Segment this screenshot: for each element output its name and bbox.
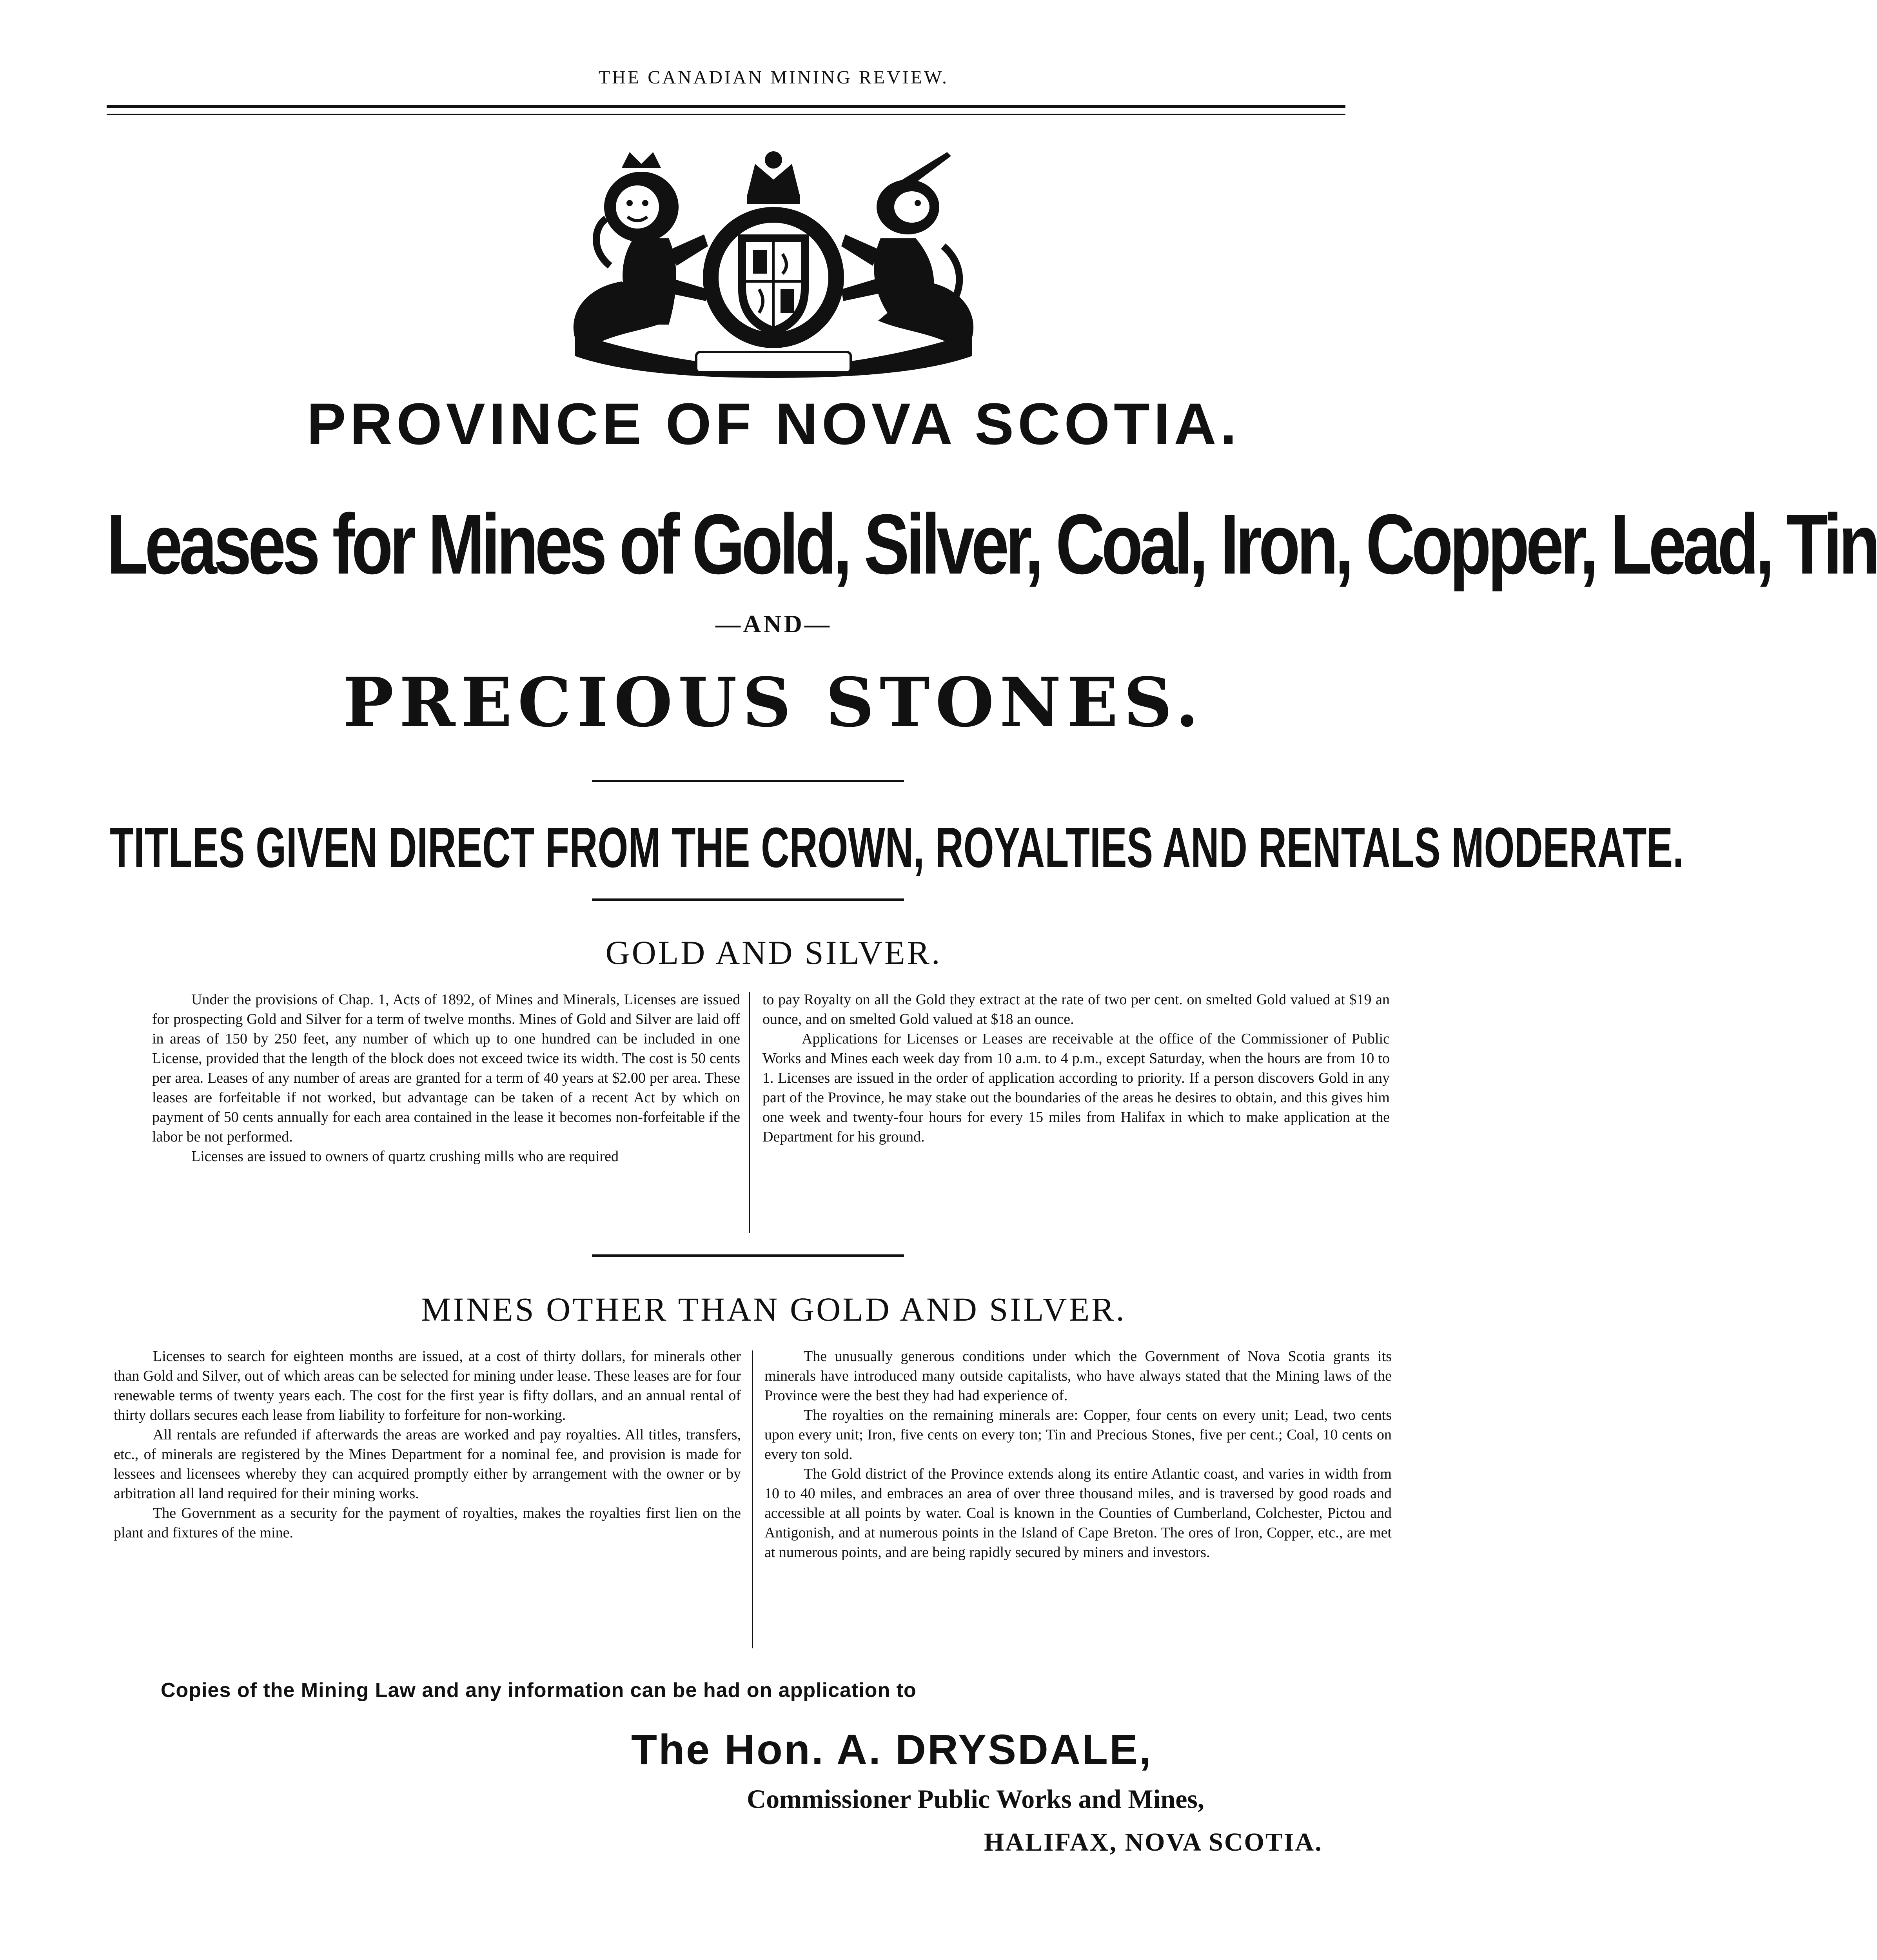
heading-province: PROVINCE OF NOVA SCOTIA. (307, 391, 1241, 457)
column-divider (749, 992, 750, 1233)
paragraph: The Gold district of the Province extends along its entire Atlantic coast, and varies in width from 10 to 40 miles, and embraces an area of over three thousand miles, and is traversed by good roads and accessible at all points by water. Coal is known in the Counties of Cumberland, Colchester, Pictou and Antigonish, and at numerous points in the Island of Cape Breton. The ores of Iron, Copper, etc., are met at numerous points, and are being rapidly secured by miners and investors. (764, 1466, 1392, 1561)
heading-leases: Leases for Mines of Gold, Silver, Coal, Iron, Copper, Lead, Tin (107, 496, 1877, 592)
signature-title: Commissioner Public Works and Mines, (747, 1784, 1204, 1814)
paragraph: The Government as a security for the payment of royalties, makes the royalties first lien on the plant and fixtures of the mine. (114, 1505, 741, 1541)
royal-coat-of-arms-icon (551, 148, 996, 378)
mines-section-left-column (114, 1347, 741, 1543)
heading-and: —AND— (715, 610, 832, 638)
copies-line: Copies of the Mining Law and any information can be had on application to (161, 1679, 917, 1702)
gold-section-right-column (762, 990, 1390, 1147)
gold-section-heading: GOLD AND SILVER. (605, 934, 942, 971)
divider-rule (592, 1254, 904, 1257)
paragraph: The royalties on the remaining minerals are: Copper, four cents on every unit; Lead, two cents upon every unit; Iron, five cents on every ton; Tin and Precious Stones, five per cent.; Coal, 10 cents on every ton sold. (764, 1407, 1392, 1463)
heading-precious-stones: PRECIOUS STONES. (343, 662, 1204, 742)
paragraph: All rentals are refunded if afterwards the areas are worked and pay royalties. All titles, transfers, etc., of minerals are registered by the Mines Department for a nominal fee, and provision is made for lessees and licensees whereby they can acquired promptly either by arrangement with the owner or by arbitration all land required for their mining works. (114, 1426, 741, 1502)
top-rule-thick (107, 105, 1345, 108)
running-head: THE CANADIAN MINING REVIEW. (598, 67, 949, 88)
gold-section-left-column (152, 990, 740, 1166)
signature-name: The Hon. A. DRYSDALE, (631, 1726, 1153, 1773)
divider-rule (592, 898, 904, 901)
paragraph: to pay Royalty on all the Gold they extract at the rate of two per cent. on smelted Gold valued at $19 an ounce, and on smelted Gold valued at $18 an ounce. (762, 991, 1390, 1027)
top-rule-thin (107, 114, 1345, 115)
titles-line: TITLES GIVEN DIRECT FROM THE CROWN, ROYALTIES AND RENTALS MODERATE. (110, 816, 1684, 880)
mines-section-right-column (764, 1347, 1392, 1562)
paragraph: Licenses to search for eighteen months are issued, at a cost of thirty dollars, for minerals other than Gold and Silver, out of which areas can be selected for mining under lease. These leases are for four renewable terms of twenty years each. The cost for the first year is fifty dollars, and an annual rental of thirty dollars secures each lease from liability to forfeiture for non-working. (114, 1348, 741, 1423)
paragraph: Under the provisions of Chap. 1, Acts of 1892, of Mines and Minerals, Licenses are issued for prospecting Gold and Silver for a term of twelve months. Mines of Gold and Silver are laid off in areas of 150 by 250 feet, any number of which up to one hundred can be included in one License, provided that the length of the block does not exceed twice its width. The cost is 50 cents per area. Leases of any number of areas are granted for a term of 40 years at $2.00 per area. These leases are forfeitable if not worked, but advantage can be taken of a recent Act by which on payment of 50 cents annually for each area contained in the lease it becomes non-forfeitable if the labor be not performed. (152, 991, 740, 1145)
divider-rule (592, 780, 904, 782)
paragraph: Licenses are issued to owners of quartz crushing mills who are required (191, 1148, 619, 1165)
paragraph: The unusually generous conditions under which the Government of Nova Scotia grants its minerals have introduced many outside capitalists, who have always stated that the Mining laws of the Province were the best they had had experience of. (764, 1348, 1392, 1404)
signature-place: HALIFAX, NOVA SCOTIA. (984, 1828, 1323, 1857)
column-divider (752, 1350, 753, 1648)
mines-section-heading: MINES OTHER THAN GOLD AND SILVER. (421, 1290, 1127, 1328)
paragraph: Applications for Licenses or Leases are receivable at the office of the Commissioner of Public Works and Mines each week day from 10 a.m. to 4 p.m., except Saturday, when the hours are from 10 to 1. Licenses are issued in the order of application according to priority. If a person discovers Gold in any part of the Province, he may stake out the boundaries of the areas he desires to obtain, and this gives him one week and twenty-four hours for every 15 miles from Halifax in which to make application at the Department for his ground. (762, 1031, 1390, 1145)
